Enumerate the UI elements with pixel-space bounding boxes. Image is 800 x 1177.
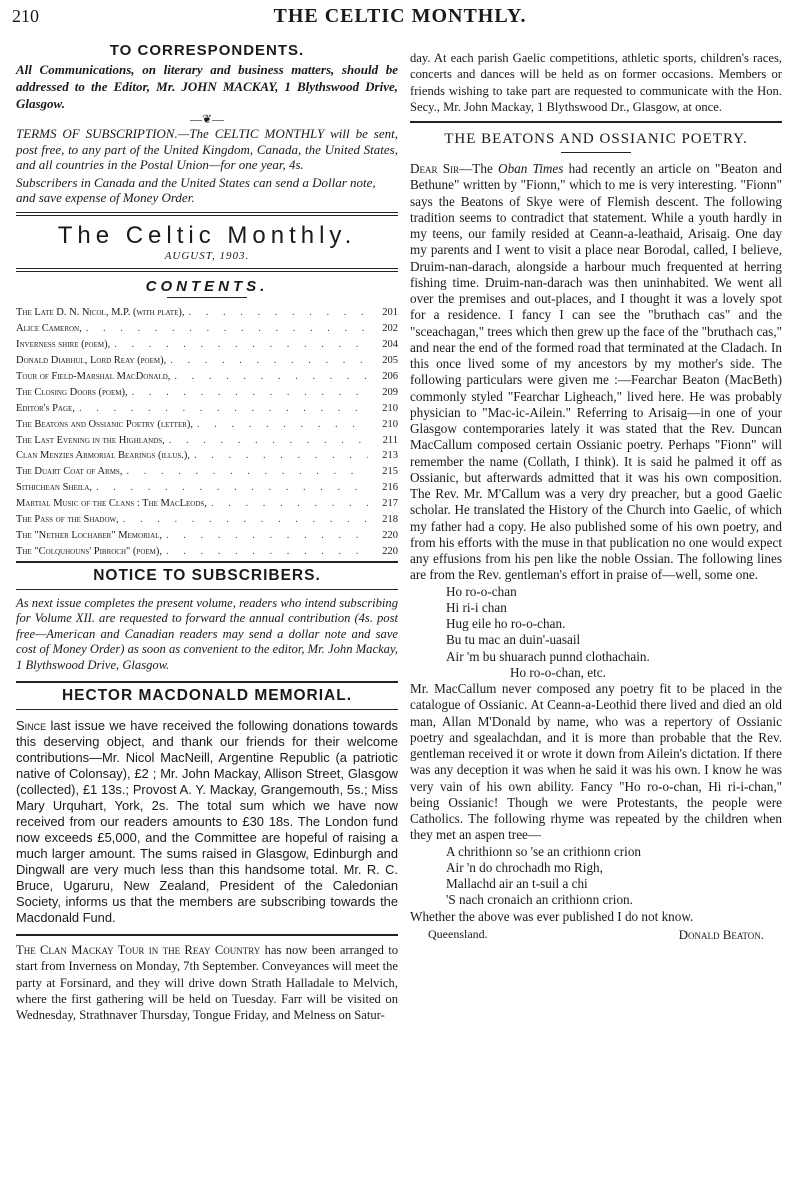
contents-item-title: Tour of Field-Marshal MacDonald, bbox=[16, 370, 171, 382]
correspondents-text: All Communications, on literary and business matters, should be addressed to the Editor, Mr. JOHN MACKAY, 1 Blythswood Drive, Glasgow. bbox=[16, 62, 398, 111]
contents-item bbox=[16, 477, 398, 493]
contents-item-page: 206 bbox=[382, 370, 398, 382]
contents-item-page: 218 bbox=[382, 513, 398, 525]
verse-line: A chrithionn so 'se an crithionn crion bbox=[446, 843, 642, 859]
right-column bbox=[410, 50, 782, 943]
verse-line: Hi ri-i chan bbox=[446, 599, 507, 615]
oban-times: Oban Times bbox=[498, 161, 564, 177]
contents-item-page: 220 bbox=[382, 529, 398, 541]
contents-item bbox=[16, 541, 398, 557]
verse-1-refrain-line bbox=[410, 665, 782, 681]
section-rule bbox=[16, 589, 398, 590]
contents-item-page: 210 bbox=[382, 402, 398, 414]
contents-item-page: 217 bbox=[382, 498, 398, 510]
memorial-lead: Since bbox=[16, 718, 47, 734]
contents-item-title: The Closing Doors (poem), bbox=[16, 386, 128, 398]
letter-closing: Whether the above was ever published I do not know. bbox=[410, 908, 694, 924]
memorial-heading: HECTOR MACDONALD MEMORIAL. bbox=[61, 687, 353, 705]
masthead-title: The Celtic Monthly. bbox=[57, 221, 357, 249]
page-header bbox=[0, 0, 800, 30]
contents-item-page: 213 bbox=[382, 450, 398, 462]
contents-item bbox=[16, 398, 398, 414]
table-of-contents bbox=[16, 303, 398, 557]
left-column bbox=[16, 38, 398, 1023]
letter-p1a: —The bbox=[459, 161, 499, 177]
letter-salutation: Dear Sir bbox=[410, 161, 460, 177]
contents-leader-dots bbox=[211, 498, 368, 509]
contents-item-page: 205 bbox=[382, 355, 398, 367]
contents-item-title: The Pass of the Shadow, bbox=[16, 513, 119, 525]
verse-2 bbox=[410, 844, 782, 909]
contents-item bbox=[16, 334, 398, 350]
contents-item bbox=[16, 446, 398, 462]
double-rule bbox=[16, 212, 398, 216]
contents-item-title: Inverness shire (poem), bbox=[16, 339, 111, 351]
clan-tour-text bbox=[16, 942, 398, 1023]
contents-leader-dots bbox=[79, 403, 368, 414]
signature-line bbox=[410, 925, 782, 943]
contents-leader-dots bbox=[169, 435, 368, 446]
contents-heading: CONTENTS. bbox=[145, 277, 269, 295]
subscribers-note: Subscribers in Canada and the United States can send a Dollar note, and save expense of Money Order. bbox=[16, 174, 376, 205]
contents-item bbox=[16, 461, 398, 477]
letter-paragraph-2: Mr. MacCallum never composed any poetry fit to be placed in the catalogue of Ossianic. At Ceann-a-Leothid there lived and died an old man, Allan M'Donald by name, who was a repertory of Ossianic poetry and sgealachdan, and it is more than probable that the Rev. gentleman received it or wrote it down from Ailein's dictation. If there was any deception it was when he said it was his own. I know he was very vain of his own ability. Fancy "Ho ro-o-chan, Hi ri-i-chan," being Ossianic! Though we were Protestants, the people were Catholics. The following rhyme was repeated by the children when they met an aspen tree— bbox=[410, 681, 782, 843]
memorial-text bbox=[16, 718, 398, 926]
contents-leader-dots bbox=[170, 355, 368, 366]
clan-tour-lead: The Clan Mackay Tour in the Reay Country bbox=[16, 943, 261, 958]
letter-signature: Donald Beaton. bbox=[678, 926, 764, 942]
contents-item-title: Editor's Page, bbox=[16, 402, 75, 414]
verse-1 bbox=[410, 584, 782, 665]
verse-line: Ho ro-o-chan bbox=[446, 583, 517, 599]
letter-place: Queensland. bbox=[428, 926, 488, 941]
contents-leader-dots bbox=[114, 339, 368, 350]
contents-leader-dots bbox=[132, 387, 368, 398]
contents-item-page: 202 bbox=[382, 323, 398, 335]
section-rule bbox=[410, 121, 782, 123]
section-rule bbox=[16, 709, 398, 710]
contents-leader-dots bbox=[96, 482, 368, 493]
verse-line: Air 'n do chrochadh mo Righ, bbox=[446, 859, 603, 875]
contents-item bbox=[16, 382, 398, 398]
contents-item bbox=[16, 366, 398, 382]
contents-item-title: The "Colquhouns' Pibroch" (poem), bbox=[16, 545, 162, 557]
verse-line: Bu tu mac an duin'-uasail bbox=[446, 632, 581, 648]
clan-tour-continued: day. At each parish Gaelic competitions, athletic sports, children's races, concerts and dances will be held as on former occasions. Members or friends wishing to take part are requested to communicate with the Hon. Secy., Mr. John Mackay, 1 Blythswood Dr., Glasgow, at once. bbox=[410, 51, 782, 114]
contents-item-page: 211 bbox=[382, 434, 398, 446]
verse-line: 'S nach cronaich an crithionn crion. bbox=[446, 892, 633, 908]
contents-item-page: 220 bbox=[382, 545, 398, 557]
notice-heading: NOTICE TO SUBSCRIBERS. bbox=[93, 566, 321, 584]
contents-leader-dots bbox=[174, 371, 368, 382]
contents-item-title: Donald Diabhul, Lord Reay (poem), bbox=[16, 355, 167, 367]
contents-item bbox=[16, 525, 398, 541]
contents-item-page: 201 bbox=[382, 307, 398, 319]
memorial-body: last issue we have received the following donations towards this deserving object, and thank our friends for their welcome contributions—Mr. Nicol MacNeill, Argentine Republic (a patriotic native of Colonsay), £2 ; Mr. John Mackay, Allison Street, Glasgow (collected), £1 13s.; Provost A. Y. Mackay, Grangemouth, 5s.; Miss Mary Urquhart, York, 2s. The total sum which we have now received from our readers amounts to £30 18s. The London fund now exceeds £5,000, and the Committee are hopeful of raising a much larger amount. The sums raised in Glasgow, Edinburgh and Dingwall are very much less than this handsome total. Mr. R. C. Bruce, Ugaruru, New Zealand, President of the Caledonian Society, informs us that the members are subscribing towards the Macdonald Fund. bbox=[16, 718, 398, 926]
contents-item-title: The Late D. N. Nicol, M.P. (with plate), bbox=[16, 307, 185, 319]
contents-leader-dots bbox=[86, 323, 368, 334]
verse-1-refrain: Ho ro-o-chan, etc. bbox=[510, 664, 606, 680]
contents-item-title: Clan Menzies Armorial Bearings (illus.), bbox=[16, 450, 191, 462]
contents-leader-dots bbox=[188, 307, 368, 318]
contents-leader-dots bbox=[197, 419, 368, 430]
ornament-divider: —❦— bbox=[189, 112, 225, 126]
letter-paragraph-1 bbox=[410, 161, 782, 584]
contents-item-title: Martial Music of the Clans : The MacLeods, bbox=[16, 498, 207, 510]
contents-item-page: 215 bbox=[382, 466, 398, 478]
contents-item bbox=[16, 414, 398, 430]
contents-item bbox=[16, 318, 398, 334]
contents-leader-dots bbox=[126, 466, 368, 477]
contents-item-title: Sithichean Sheila, bbox=[16, 482, 93, 494]
contents-leader-dots bbox=[166, 546, 368, 557]
contents-item-page: 216 bbox=[382, 482, 398, 494]
running-title: THE CELTIC MONTHLY. bbox=[273, 5, 527, 27]
letter-heading: THE BEATONS AND OSSIANIC POETRY. bbox=[444, 131, 748, 148]
contents-leader-dots bbox=[194, 450, 368, 461]
subscription-terms: TERMS OF SUBSCRIPTION.—The CELTIC MONTHLY will be sent, post free, to any part of the United Kingdom, Canada, the United States, and all countries in the Postal Union—for one year, 4s. bbox=[16, 126, 398, 172]
section-rule bbox=[16, 561, 398, 563]
contents-item-title: The Beatons and Ossianic Poetry (letter), bbox=[16, 418, 194, 430]
verse-line: Mallachd air an t-suil a chi bbox=[446, 876, 588, 892]
clan-tour-body: has now been arranged to start from Inverness on Monday, 7th September. Conveyances will meet the party at Forsinard, and they will drive down Strath Halladale to Melvich, where the first gathering will be held on Tuesday. Farr will be visited on Wednesday, Strathnaver Thursday, Tongue Friday, and Melness on Satur- bbox=[16, 943, 398, 1023]
masthead-date: AUGUST, 1903. bbox=[164, 249, 250, 262]
contents-item-title: The Duart Coat of Arms, bbox=[16, 466, 123, 478]
verse-line: Air 'm bu shuarach punnd clothachain. bbox=[446, 648, 650, 664]
contents-item-title: The Last Evening in the Highlands, bbox=[16, 434, 165, 446]
notice-text: As next issue completes the present volume, readers who intend subscribing for Volume XII. are requested to forward the annual contribution (4s. post free—American and Canadian readers may send a dollar note and save cost of Money Order) as soon as convenient to the editor, Mr. John Mackay, 1 Blythswood Drive, Glasgow. bbox=[16, 595, 398, 672]
contents-item-page: 210 bbox=[382, 418, 398, 430]
letter-p1b: had recently an article on "Beaton and Bethune" written by "Fionn," which to me is very interesting. "Fionn" says the Beatons of Skye were of Flemish descent. The following tradition seems to contradict that statement. While a youth hardly in my teens, our family resided at Ceann-a-leathaid, Arisaig. One day my parents and I went to visit a place near Borodal, called, I believe, Druim-nan-darach, alongside a harbour much frequented at herring fishing time. Druim-nan-darach was then uninhabited. We went all over the premises and out-places, and I thought it was a lovely spot for a residence. I fancy I can see the "bruthach cas" and the "sceachagan," trees which then grew up the face of the "bruthach cas," and near the end of the formed road that terminated at the Cladach. In this once lived some of my ancestors by my mother's side. The following particulars were given me :—Fearchar Beaton (MacBeth) commonly styled "Fearchar Ligheach," lived here. He was probably physician to "Mac-ic-Ailein." Referring to Arisaig—in one of your Glasgow contemporaries lately it was stated that the Rev. Duncan MacCallum composed certain Ossianic poetry. Perhaps "Fionn" will remember the name (Collath, I think). It is said he palmed it off as Ossianic, but afterwards admitted that it was his own composition. The Rev. Mr. M'Callum was a very dry preacher, but a good Gaelic scholar. He translated the History of the Church into Gaelic, of which my father had a copy. He also published some of his own poetry, and from his efforts with the muse in that publication no one would expect any effusions from his pen like the noble Ossian. The following lines are from the Rev. gentleman's effort in praise of—well, some one. bbox=[410, 161, 782, 583]
double-rule bbox=[16, 268, 398, 272]
contents-item bbox=[16, 509, 398, 525]
contents-item-page: 204 bbox=[382, 339, 398, 351]
contents-item bbox=[16, 303, 398, 319]
section-rule bbox=[16, 681, 398, 683]
contents-item-page: 209 bbox=[382, 386, 398, 398]
contents-leader-dots bbox=[166, 530, 368, 541]
page-number: 210 bbox=[12, 6, 39, 26]
contents-item bbox=[16, 430, 398, 446]
contents-item-title: Alice Cameron, bbox=[16, 323, 82, 335]
contents-item bbox=[16, 493, 398, 509]
contents-item bbox=[16, 350, 398, 366]
correspondents-heading: TO CORRESPONDENTS. bbox=[109, 42, 305, 59]
section-rule bbox=[561, 152, 631, 153]
contents-leader-dots bbox=[123, 514, 368, 525]
section-rule bbox=[16, 934, 398, 936]
verse-line: Hug eile ho ro-o-chan. bbox=[446, 616, 566, 632]
contents-item-title: The "Nether Lochaber" Memorial, bbox=[16, 529, 163, 541]
contents-rule bbox=[167, 297, 247, 298]
